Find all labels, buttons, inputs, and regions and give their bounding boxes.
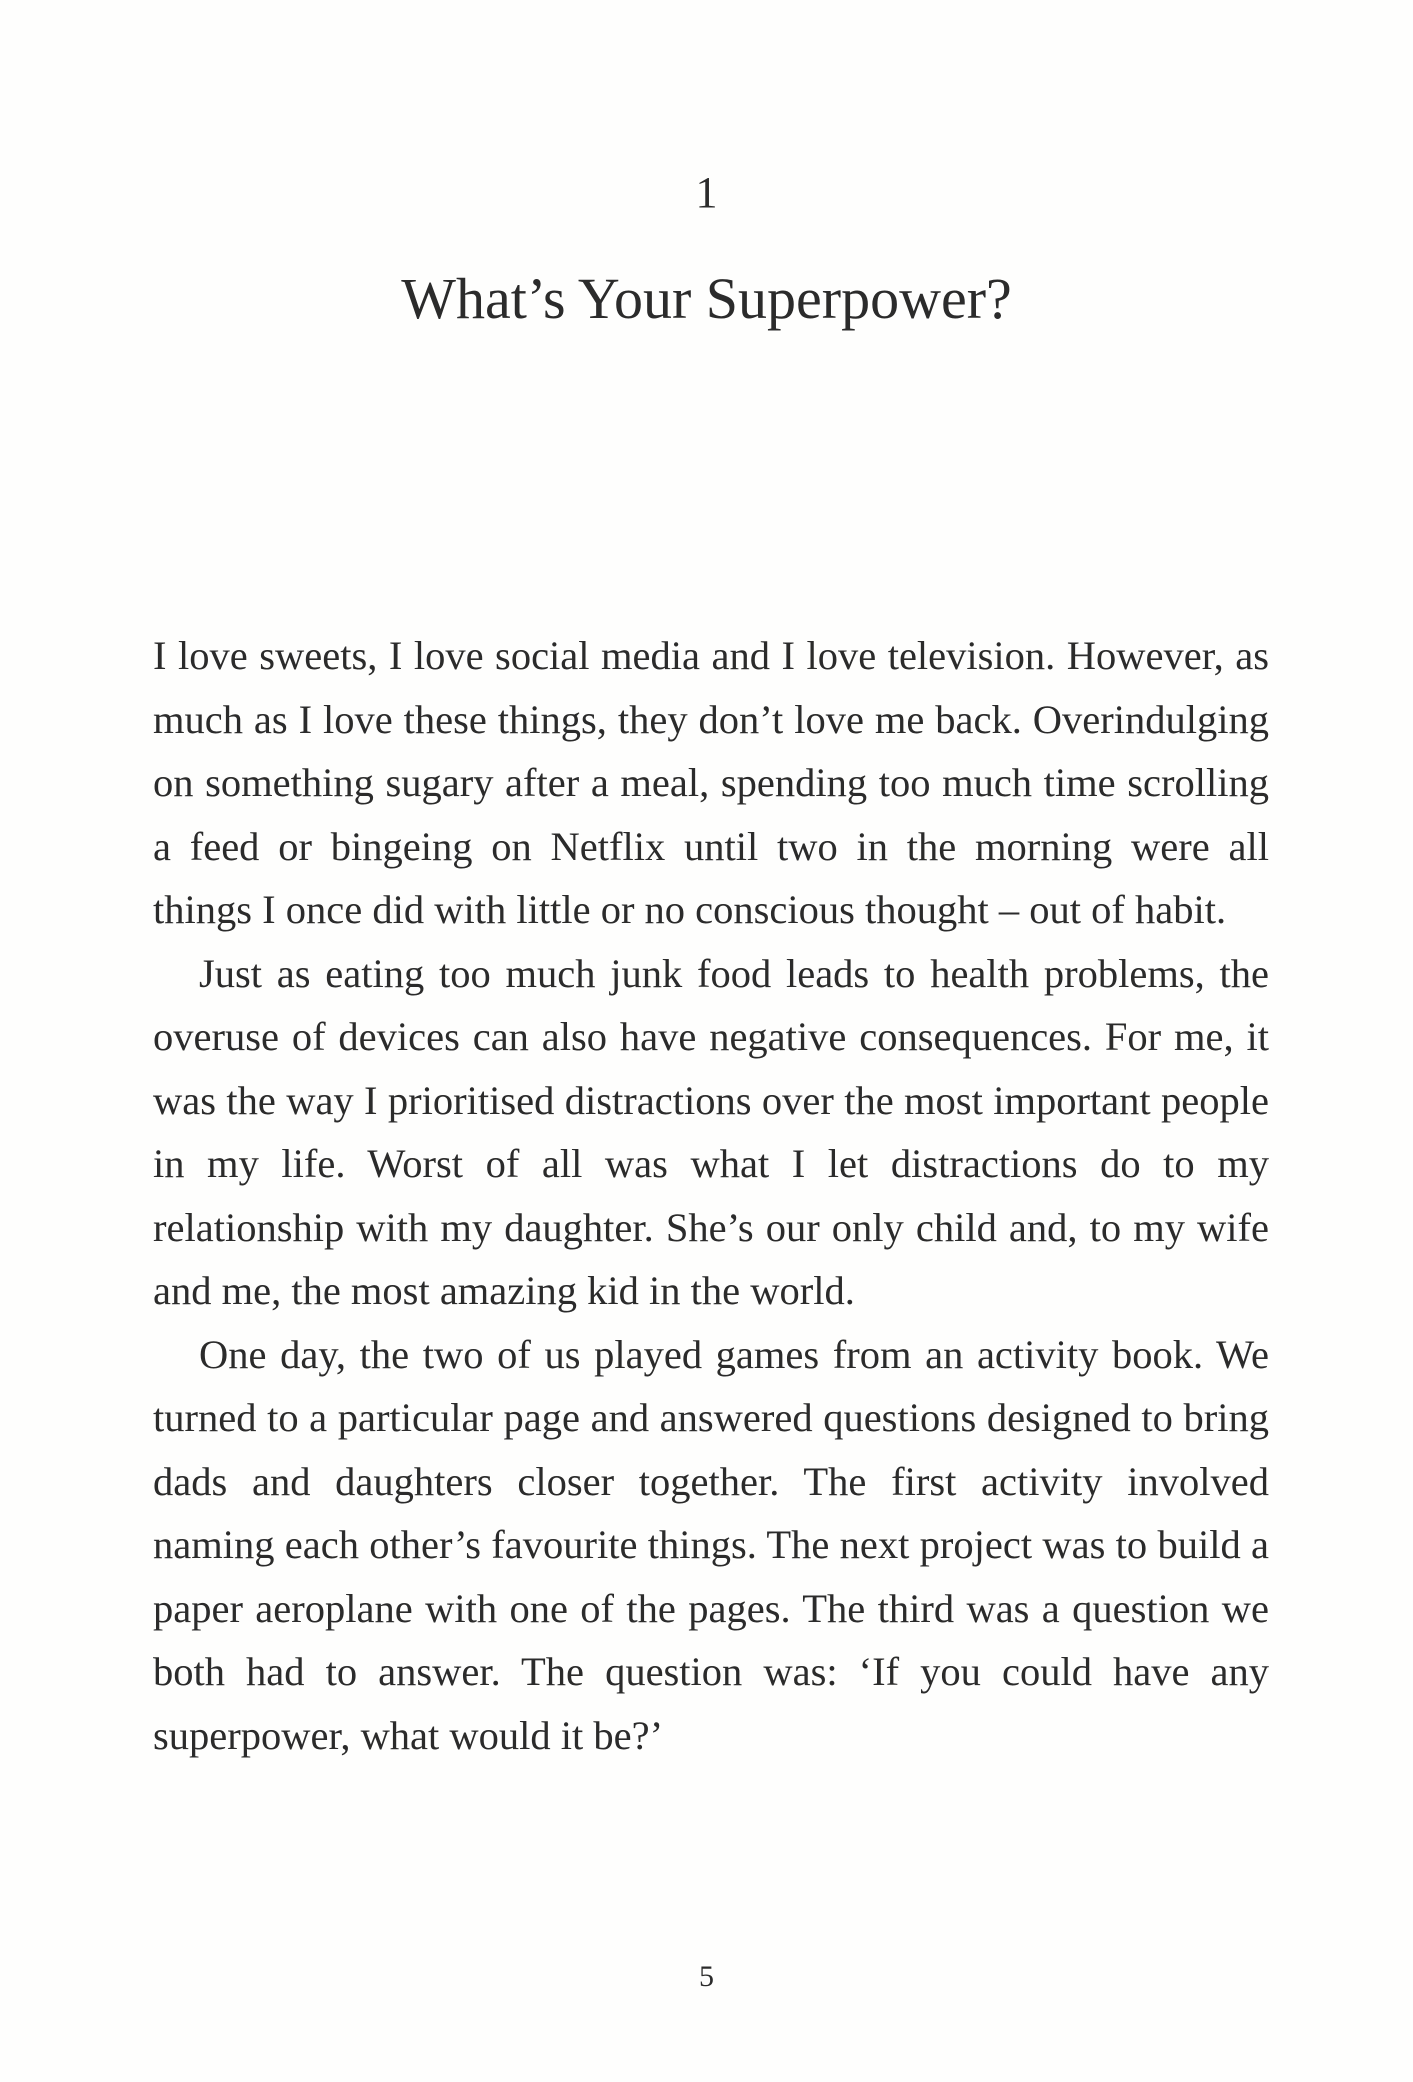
paragraph-1: I love sweets, I love social media and I love television. However, as much as I love these things, they don’t love me back. Overindulging on something sugary after a meal, spending too much time scrolling a feed or bingeing on Netflix until two in the morning were all things I once did with little or no conscious thought – out of habit. [153, 633, 1269, 932]
chapter-number: 1 [695, 168, 718, 217]
body-text [153, 624, 1269, 1767]
chapter-title: What’s Your Superpower? [401, 266, 1012, 331]
paragraph-3: One day, the two of us played games from an activity book. We turned to a particular page and answered questions designed to bring dads and daughters closer together. The first activity involved naming each other’s favourite things. The next project was to build a paper aeroplane with one of the pages. The third was a question we both had to answer. The question was: ‘If you could have any superpower, what would it be?’ [153, 1331, 1269, 1758]
page-number: 5 [699, 1960, 714, 1993]
paragraph-2: Just as eating too much junk food leads to health problems, the overuse of devices can also have negative consequences. For me, it was the way I prioritised distractions over the most important people in my life. Worst of all was what I let distractions do to my relationship with my daughter. She’s our only child and, to my wife and me, the most amazing kid in the world. [153, 950, 1269, 1313]
